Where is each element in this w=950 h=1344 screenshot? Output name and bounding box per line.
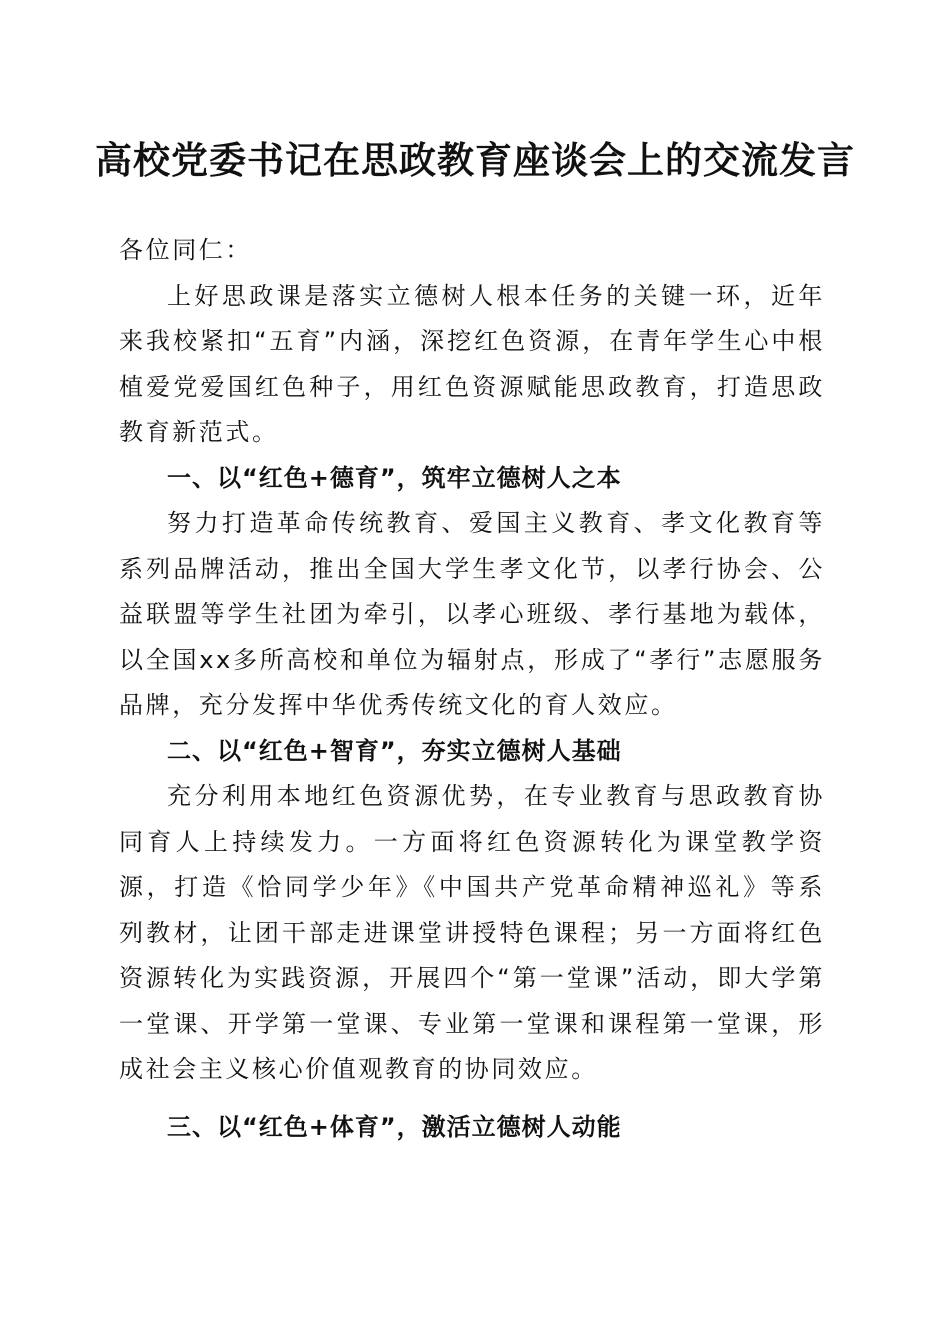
document-body (119, 228, 825, 1150)
greeting: 各位同仁： (119, 236, 252, 264)
section-3-heading: 三、以“红色+体育”，激活立德树人动能 (167, 1112, 622, 1141)
section-1-body: 努力打造革命传统教育、爱国主义教育、孝文化教育等系列品牌活动，推出全国大学生孝文化节，以孝行协会、公益联盟等学生社团为牵引，以孝心班级、孝行基地为载体，以全国xx多所高校和单位为辐射点，形成了“孝行”志愿服务品牌，充分发挥中华优秀传统文化的育人效应。 (119, 509, 825, 719)
spacer (119, 1093, 825, 1105)
intro-paragraph: 上好思政课是落实立德树人根本任务的关键一环，近年来我校紧扣“五育”内涵，深挖红色资源，在青年学生心中根植爱党爱国红色种子，用红色资源赋能思政教育，打造思政教育新范式。 (119, 281, 825, 446)
section-2-heading: 二、以“红色+智育”，夯实立德树人基础 (167, 736, 622, 765)
document-title: 高校党委书记在思政教育座谈会上的交流发言 (95, 138, 855, 182)
section-1-heading: 一、以“红色+德育”，筑牢立德树人之本 (167, 463, 622, 492)
section-2-body: 充分利用本地红色资源优势，在专业教育与思政教育协同育人上持续发力。一方面将红色资源转化为课堂教学资源，打造《恰同学少年》《中国共产党革命精神巡礼》等系列教材，让团干部走进课堂讲授特色课程；另一方面将红色资源转化为实践资源，开展四个“第一堂课”活动，即大学第一堂课、开学第一堂课、专业第一堂课和课程第一堂课，形成社会主义核心价值观教育的协同效应。 (119, 782, 825, 1083)
